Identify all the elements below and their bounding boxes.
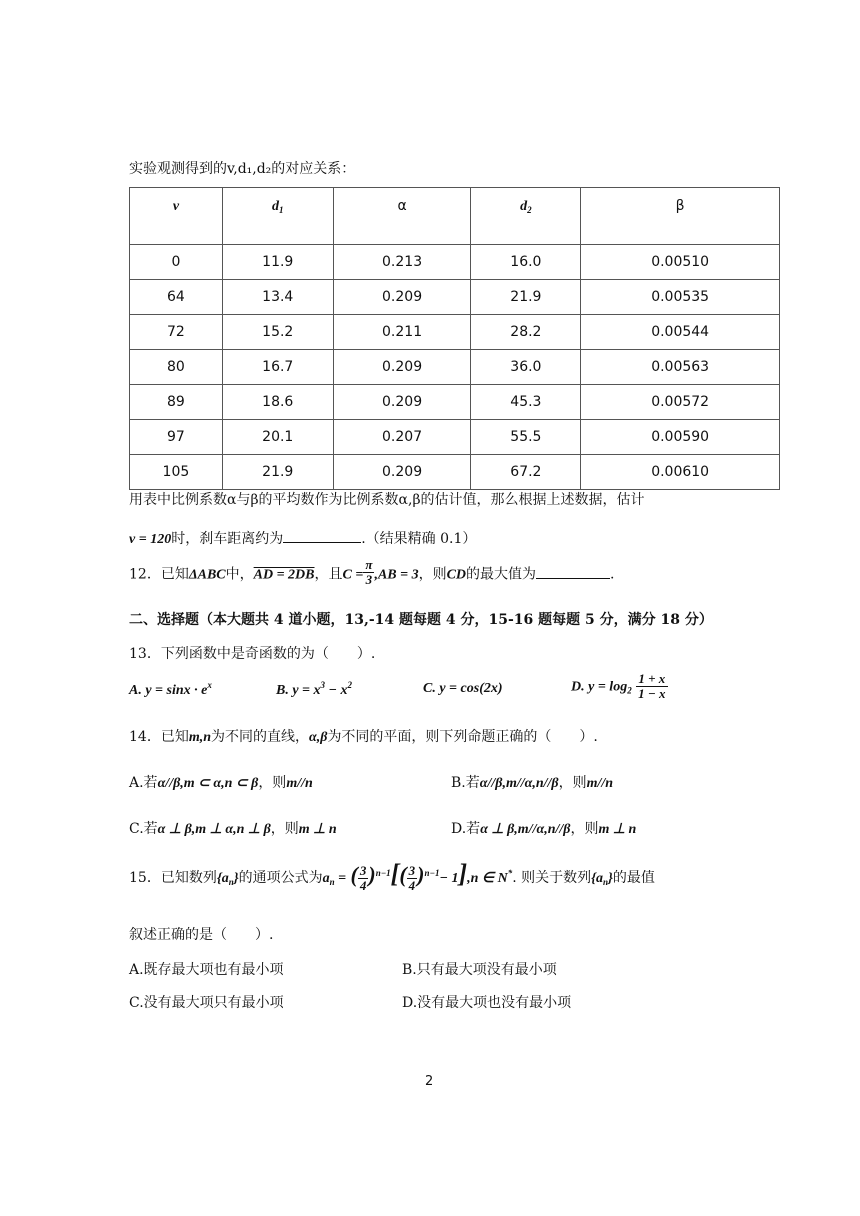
table-cell: 0.207 bbox=[333, 420, 471, 455]
section-heading: 二、选择题（本大题共 4 道小题，13,-14 题每题 4 分，15-16 题每题 5 分，满分 18 分） bbox=[129, 612, 713, 628]
table-cell: 13.4 bbox=[222, 280, 333, 315]
table-cell: 0.213 bbox=[333, 245, 471, 280]
q15-option-a: A.既存最大项也有最小项 bbox=[129, 962, 284, 978]
q15-line2: 叙述正确的是（ ）. bbox=[129, 927, 274, 943]
q14-option-d: D.若α ⊥ β,m//α,n//β，则m ⊥ n bbox=[451, 821, 637, 837]
q13-option-a: A. $y = \sin x \cdot e^x$ bbox=[129, 680, 212, 698]
table-cell: 16.7 bbox=[222, 350, 333, 385]
table-cell: 0.209 bbox=[333, 385, 471, 420]
table-row bbox=[130, 420, 780, 455]
table-cell: 15.2 bbox=[222, 315, 333, 350]
observation-table bbox=[129, 187, 780, 490]
table-cell: 0.00610 bbox=[581, 455, 780, 490]
table-cell: 0.00563 bbox=[581, 350, 780, 385]
table-cell: 72 bbox=[130, 315, 223, 350]
header-beta: β bbox=[581, 188, 780, 245]
q11-line2: v = 120时，刹车距离约为 .（结果精确 0.1） bbox=[129, 531, 477, 547]
table-cell: 11.9 bbox=[222, 245, 333, 280]
table-cell: 0.00535 bbox=[581, 280, 780, 315]
table-row bbox=[130, 280, 780, 315]
table-row bbox=[130, 455, 780, 490]
table-cell: 21.9 bbox=[222, 455, 333, 490]
header-v: v bbox=[130, 188, 223, 245]
table-cell: 0.00510 bbox=[581, 245, 780, 280]
q14-option-c: C.若α ⊥ β,m ⊥ α,n ⊥ β，则m ⊥ n bbox=[129, 821, 337, 837]
table-row bbox=[130, 245, 780, 280]
q14-stem: 14．已知m,n为不同的直线，α,β为不同的平面，则下列命题正确的（ ）. bbox=[129, 729, 598, 745]
table-cell: 97 bbox=[130, 420, 223, 455]
table-cell: 28.2 bbox=[471, 315, 581, 350]
q15-option-d: D.没有最大项也没有最小项 bbox=[402, 995, 572, 1011]
table-cell: 80 bbox=[130, 350, 223, 385]
table-row bbox=[130, 350, 780, 385]
table-cell: 67.2 bbox=[471, 455, 581, 490]
q14-option-a: A.若α//β,m ⊂ α,n ⊂ β，则m//n bbox=[129, 775, 313, 791]
table-cell: 0.209 bbox=[333, 350, 471, 385]
table-cell: 36.0 bbox=[471, 350, 581, 385]
table-cell: 105 bbox=[130, 455, 223, 490]
answer-blank[interactable] bbox=[283, 530, 361, 543]
table-cell: 20.1 bbox=[222, 420, 333, 455]
table-cell: 0.00544 bbox=[581, 315, 780, 350]
table-header-row bbox=[130, 188, 780, 245]
q15-option-b: B.只有最大项没有最小项 bbox=[402, 962, 557, 978]
q13-stem: 13．下列函数中是奇函数的为（ ）. bbox=[129, 646, 376, 662]
table-cell: 0.211 bbox=[333, 315, 471, 350]
q14-option-b: B.若α//β,m//α,n//β，则m//n bbox=[451, 775, 614, 791]
header-d1: $d_1$ bbox=[222, 188, 333, 245]
header-alpha: α bbox=[333, 188, 471, 245]
q15-option-c: C.没有最大项只有最小项 bbox=[129, 995, 284, 1011]
table-cell: 89 bbox=[130, 385, 223, 420]
page-number: 2 bbox=[425, 1074, 434, 1089]
q15-stem: 15．已知数列$\{a_n\}$的通项公式为$a_n$ = ( $\frac{3}{4}$ )$^{n-1}$[( $\frac{3}{4}$ )$^{n-1}$− 1],n ∈ N*. 则关于数列$\{a_n\}$的最值 bbox=[129, 859, 655, 893]
table-row bbox=[130, 385, 780, 420]
q11-line1: 用表中比例系数α与β的平均数作为比例系数α,β的估计值，那么根据上述数据，估计 bbox=[129, 492, 645, 508]
table-cell: 0 bbox=[130, 245, 223, 280]
table-cell: 45.3 bbox=[471, 385, 581, 420]
table-cell: 55.5 bbox=[471, 420, 581, 455]
table-cell: 0.209 bbox=[333, 455, 471, 490]
table-cell: 16.0 bbox=[471, 245, 581, 280]
q13-option-b: B. $y = x^3 - x^2$ bbox=[276, 680, 353, 698]
table-cell: 18.6 bbox=[222, 385, 333, 420]
table-cell: 64 bbox=[130, 280, 223, 315]
header-d2: $d_2$ bbox=[471, 188, 581, 245]
q13-option-d: D. $y = \log_2$ $\frac{1 + x}{1 - x}$ bbox=[571, 671, 666, 701]
q12: 12．已知ΔABC中，AD = 2DB，且C = $\frac{\pi}{3}$ ,AB = 3，则CD的最大值为 . bbox=[129, 557, 615, 587]
answer-blank[interactable] bbox=[536, 566, 610, 579]
table-cell: 0.00590 bbox=[581, 420, 780, 455]
table-row bbox=[130, 315, 780, 350]
q13-option-c: C. y = cos(2x) bbox=[423, 681, 503, 696]
table-intro: 实验观测得到的v,d₁,d₂的对应关系： bbox=[129, 161, 356, 177]
table-cell: 21.9 bbox=[471, 280, 581, 315]
table-cell: 0.209 bbox=[333, 280, 471, 315]
table-cell: 0.00572 bbox=[581, 385, 780, 420]
